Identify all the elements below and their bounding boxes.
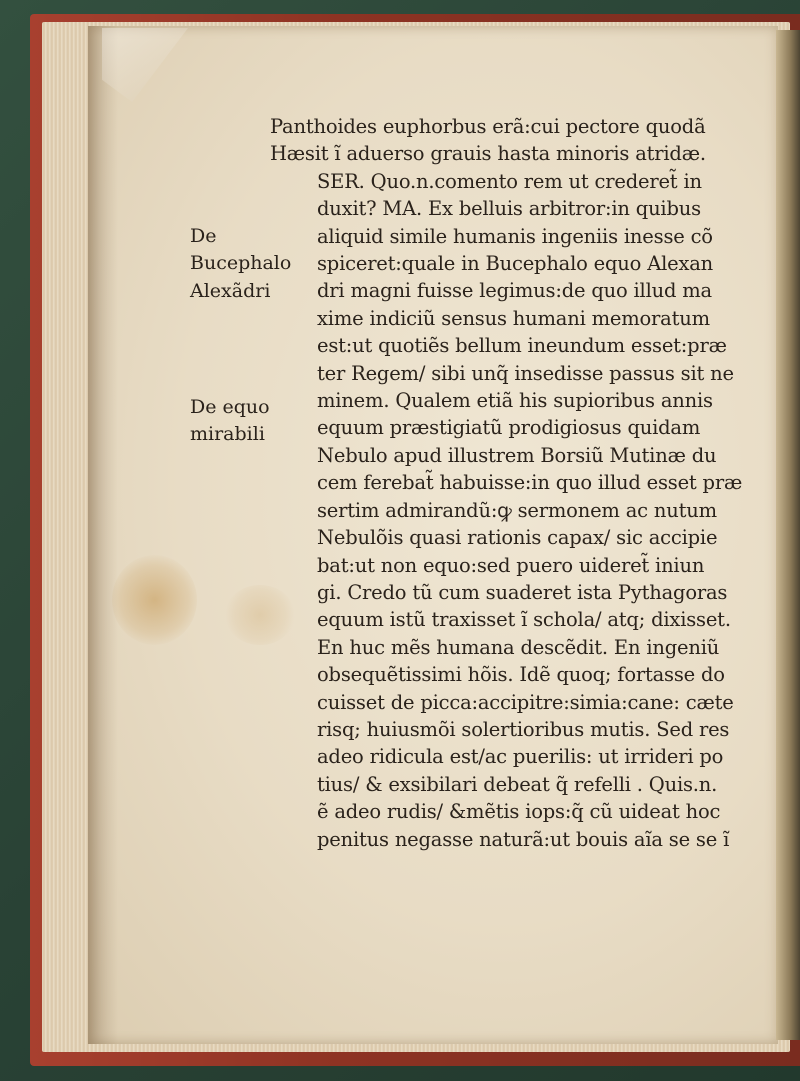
text-line: gi. Credo tũ cum suaderet ista Pythagoras <box>317 580 728 604</box>
text-line: cuisset de picca:accipitre:simia:cane: cæte <box>317 690 734 714</box>
text-line: Nebulo apud illustrem Borsiũ Mutinæ du <box>317 443 717 467</box>
marginal-line: Bucephalo <box>190 252 292 275</box>
text-line: equum præstigiatũ prodigiosus quidam <box>317 416 701 440</box>
text-line: equum istũ traxisset ĩ schola/ atq; dixisset. <box>317 608 731 632</box>
text-line: aliquid simile humanis ingeniis inesse cõ <box>317 224 713 248</box>
marginal-line: mirabili <box>190 423 265 446</box>
text-line: est:ut quotiẽs bellum ineundum esset:præ <box>317 334 727 358</box>
marginal-line: Alexãdri <box>190 279 271 302</box>
text-line: obsequẽtissimi hõis. Idẽ quoq; fortasse do <box>317 663 725 687</box>
text-line: Nebulõis quasi rationis capax/ sic accipie <box>317 526 718 550</box>
text-line: duxit? MA. Ex belluis arbitror:in quibus <box>317 197 701 221</box>
text-line: tius/ & exsibilari debeat q̃ refelli . Quis.n. <box>317 772 718 796</box>
right-page-edge <box>776 30 800 1040</box>
text-line: adeo ridicula est/ac puerilis: ut irrideri po <box>317 745 724 769</box>
text-line: penitus negasse naturã:ut bouis aĩa se se ĩ <box>317 827 730 851</box>
text-line: ẽ adeo rudis/ &mẽtis iops:q̃ cũ uideat hoc <box>317 800 721 824</box>
gutter-shadow <box>88 26 118 1044</box>
text-line: dri magni fuisse legimus:de quo illud ma <box>317 279 712 303</box>
text-line: Panthoides euphorbus erã:cui pectore quodã <box>270 115 706 138</box>
text-line: En huc mẽs humana descẽdit. En ingeniũ <box>317 635 720 659</box>
marginal-line: De equo <box>190 396 270 418</box>
text-line: xime indiciũ sensus humani memoratum <box>317 306 710 330</box>
text-line: spiceret:quale in Bucephalo equo Alexan <box>317 252 714 276</box>
text-line: risq; huiusmõi solertioribus mutis. Sed res <box>317 717 730 741</box>
text-line: sertim admirandũ:ꝙ sermonem ac nutum <box>317 498 717 522</box>
text-line: Hæsit ĩ aduerso grauis hasta minoris atridæ. <box>270 142 706 166</box>
text-line: SER. Quo.n.comento rem ut crederet̃ in <box>317 169 702 193</box>
main-text-block <box>270 113 743 853</box>
text-line: minem. Qualem etiã his supioribus annis <box>317 389 713 413</box>
text-line: cem ferebat̃ habuisse:in quo illud esset præ <box>317 471 743 495</box>
marginal-line: De <box>190 225 217 247</box>
foxing-stain <box>112 555 197 645</box>
text-line: ter Regem/ sibi unq̃ insedisse passus sit ne <box>317 361 734 385</box>
text-line: bat:ut non equo:sed puero uideret̃ iniun <box>317 553 705 577</box>
